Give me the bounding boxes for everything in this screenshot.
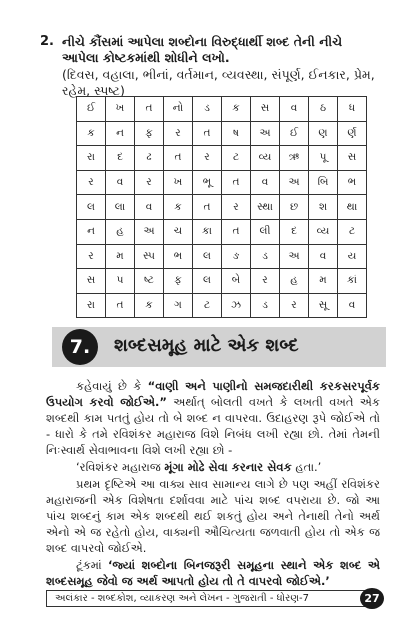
body-text <box>46 378 380 590</box>
grid-row <box>77 293 367 318</box>
grid-cell: ફ <box>164 269 193 294</box>
grid-cell: સૂ <box>309 293 338 318</box>
grid-cell: વ <box>280 97 309 122</box>
footer: અલંકાર - શબ્દકોશ, વ્યાકરણ અને લેખન - ગુજરાતી - ધોરણ-7 <box>46 590 368 607</box>
grid-cell: સ્થા <box>251 195 280 220</box>
grid-cell: સ <box>338 146 367 171</box>
grid-cell: રા <box>77 146 106 171</box>
grid-cell: ત <box>106 293 135 318</box>
grid-cell: ત <box>222 219 251 244</box>
grid-cell: ત <box>135 97 164 122</box>
grid-row <box>77 195 367 220</box>
grid-cell: લા <box>106 195 135 220</box>
grid-cell: ર <box>77 170 106 195</box>
grid-cell: હ <box>280 269 309 294</box>
grid-cell: વ <box>135 195 164 220</box>
section-title: શબ્દસમૂહ માટે એક શબ્દ <box>114 335 299 356</box>
quote-bold: “વાણી અને પાણીનો સમજદારીથી કરકસરપૂર્વક ઉપયોગ કરવો જોઈએ.” <box>46 379 380 409</box>
grid-cell: નો <box>164 97 193 122</box>
grid-cell: ર <box>135 170 164 195</box>
grid-cell: ધ <box>338 97 367 122</box>
grid-cell: ઙ <box>222 244 251 269</box>
grid-cell: ક <box>135 293 164 318</box>
question-number: 2. <box>40 34 54 49</box>
grid-cell: ઈ <box>77 97 106 122</box>
grid-cell: અ <box>280 244 309 269</box>
grid-cell: વ <box>251 170 280 195</box>
grid-cell: વ <box>106 170 135 195</box>
word-search-grid <box>76 96 367 318</box>
grid-cell: ક <box>164 195 193 220</box>
grid-cell: વ <box>338 293 367 318</box>
paragraph-explanation: પ્રથમ દૃષ્ટિએ આ વાક્ય સાવ સામાન્ય લાગે છે પણ અહીં રવિશંકર મહારાજની એક વિશેષતા દર્શાવવા માટે પાંચ શબ્દ વપરાયા છે. જો આ પાંચ શબ્દનું કામ એક શબ્દથી થઈ શકતું હોય અને તેનાથી તેનો અર્થ એનો એ જ રહેતો હોય, વાક્યની ઔચિત્યતા જળવાતી હોય તો એક જ શબ્દ વાપરવો જોઈએ. <box>46 477 380 555</box>
grid-cell: ર <box>77 244 106 269</box>
grid-cell: મ <box>106 244 135 269</box>
grid-row <box>77 121 367 146</box>
grid-cell: ટ <box>193 293 222 318</box>
grid-cell: ટ <box>222 146 251 171</box>
grid-cell: દ <box>106 146 135 171</box>
grid-cell: ત <box>222 170 251 195</box>
grid-cell: સ્પ <box>135 244 164 269</box>
grid-row <box>77 244 367 269</box>
grid-cell: ત <box>193 195 222 220</box>
grid-cell: રા <box>77 293 106 318</box>
grid-cell: ડ <box>251 244 280 269</box>
page-number: 27 <box>360 588 384 609</box>
grid-cell: ર્ણ <box>338 121 367 146</box>
grid-cell: બિ <box>309 170 338 195</box>
grid-cell: થા <box>338 195 367 220</box>
grid-cell: ણ <box>309 121 338 146</box>
grid-cell: કાં <box>338 269 367 294</box>
example-bold-phrase: મૂંગા મોઢે સેવા કરનાર સેવક <box>164 460 292 474</box>
grid-cell: ડ <box>193 97 222 122</box>
grid-cell: પૂ <box>309 146 338 171</box>
grid-cell: ક <box>222 97 251 122</box>
grid-cell: ર <box>280 293 309 318</box>
paragraph-summary: ટૂંકમાં ‘જ્યાં શબ્દોના બિનજરૂરી સમૂહના સ્થાને એક શબ્દ એ શબ્દસમૂહ જેવો જ અર્થ આપતો હોય તો તે વાપરવો જોઈએ.’ <box>46 558 381 588</box>
grid-cell: વ <box>309 244 338 269</box>
grid-cell: ન <box>77 219 106 244</box>
grid-cell: ભૂ <box>193 170 222 195</box>
grid-cell: કા <box>193 219 222 244</box>
grid-cell: ર <box>222 195 251 220</box>
grid-row <box>77 170 367 195</box>
grid-row <box>77 97 367 122</box>
grid-row <box>77 146 367 171</box>
grid-cell: વ્ય <box>309 219 338 244</box>
grid-row <box>77 269 367 294</box>
grid-cell: ક <box>77 121 106 146</box>
grid-cell: લ <box>77 195 106 220</box>
grid-cell: ષ્ટ <box>135 269 164 294</box>
grid-cell: લ <box>193 244 222 269</box>
paragraph-intro: કહેવાયું છે કે “વાણી અને પાણીનો સમજદારીથી કરકસરપૂર્વક ઉપયોગ કરવો જોઈએ.” અર્થાત્ બોલતી વખતે કે લખતી વખતે એક શબ્દથી કામ પતતું હોય તો બે શબ્દ ન વાપરવા. ઉદાહરણ રૂપે જોઈએ તો - ધારો કે તમે રવિશંકર મહારાજ વિશે નિબંધ લખી રહ્યા છો. તેમાં તેમની નિઃસ્વાર્થ સેવાભાવના વિશે લખી રહ્યા છો - <box>46 379 380 457</box>
grid-cell: ઢ <box>135 146 164 171</box>
question-instruction: નીચે કૌંસમાં આપેલા શબ્દોના વિરુદ્ધાર્થી શબ્દ તેની નીચે આપેલા કોષ્ટકમાંથી શોધીને લખો. <box>62 34 343 65</box>
grid-cell: ષ <box>222 121 251 146</box>
grid-cell: ર <box>251 269 280 294</box>
grid-cell: અ <box>251 121 280 146</box>
grid-cell: હ <box>106 219 135 244</box>
question-word-list: (દિવસ, વહાલા, ભીનાં, વર્તમાન, વ્યવસ્થા, સંપૂર્ણ, ઈનકાર, પ્રેમ, રહેમ, સ્પષ્ટ) <box>62 67 375 98</box>
grid-cell: ગ <box>164 293 193 318</box>
grid-cell: છ <box>280 195 309 220</box>
grid-cell: સ <box>251 97 280 122</box>
grid-cell: ડ <box>251 293 280 318</box>
grid-cell: ત <box>164 146 193 171</box>
grid-cell: ન <box>106 121 135 146</box>
grid-cell: ભ <box>338 170 367 195</box>
grid-cell: ઈ <box>280 121 309 146</box>
summary-bold: ‘જ્યાં શબ્દોના બિનજરૂરી સમૂહના સ્થાને એક શબ્દ એ શબ્દસમૂહ જેવો જ અર્થ આપતો હોય તો તે વાપરવો જોઈએ.’ <box>46 558 381 588</box>
grid-cell: બે <box>222 269 251 294</box>
grid-cell: ભ <box>164 244 193 269</box>
section-number: 7. <box>62 329 98 365</box>
grid-cell: ઋ <box>280 146 309 171</box>
grid-cell: અ <box>280 170 309 195</box>
grid-cell: પ <box>106 269 135 294</box>
grid-cell: લ <box>193 269 222 294</box>
grid-cell: સ <box>77 269 106 294</box>
grid-cell: ખ <box>164 170 193 195</box>
grid-cell: ઠ <box>309 97 338 122</box>
grid-cell: ટ <box>338 219 367 244</box>
grid-cell: મ <box>309 269 338 294</box>
grid-cell: લી <box>251 219 280 244</box>
grid-row <box>77 219 367 244</box>
grid-cell: ર <box>164 121 193 146</box>
grid-cell: વ્ય <box>251 146 280 171</box>
grid-cell: ફ <box>135 121 164 146</box>
example-sentence: ‘રવિશંકર મહારાજ મૂંગા મોઢે સેવા કરનાર સેવક હતા.’ <box>76 460 322 474</box>
grid-cell: ર <box>193 146 222 171</box>
question-block <box>40 34 380 99</box>
grid-cell: દ <box>280 219 309 244</box>
grid-cell: અ <box>135 219 164 244</box>
grid-cell: શ <box>309 195 338 220</box>
grid-cell: ચ <box>164 219 193 244</box>
grid-cell: ય <box>338 244 367 269</box>
grid-cell: ઝ <box>222 293 251 318</box>
grid-cell: ખ <box>106 97 135 122</box>
grid-cell: ત <box>193 121 222 146</box>
